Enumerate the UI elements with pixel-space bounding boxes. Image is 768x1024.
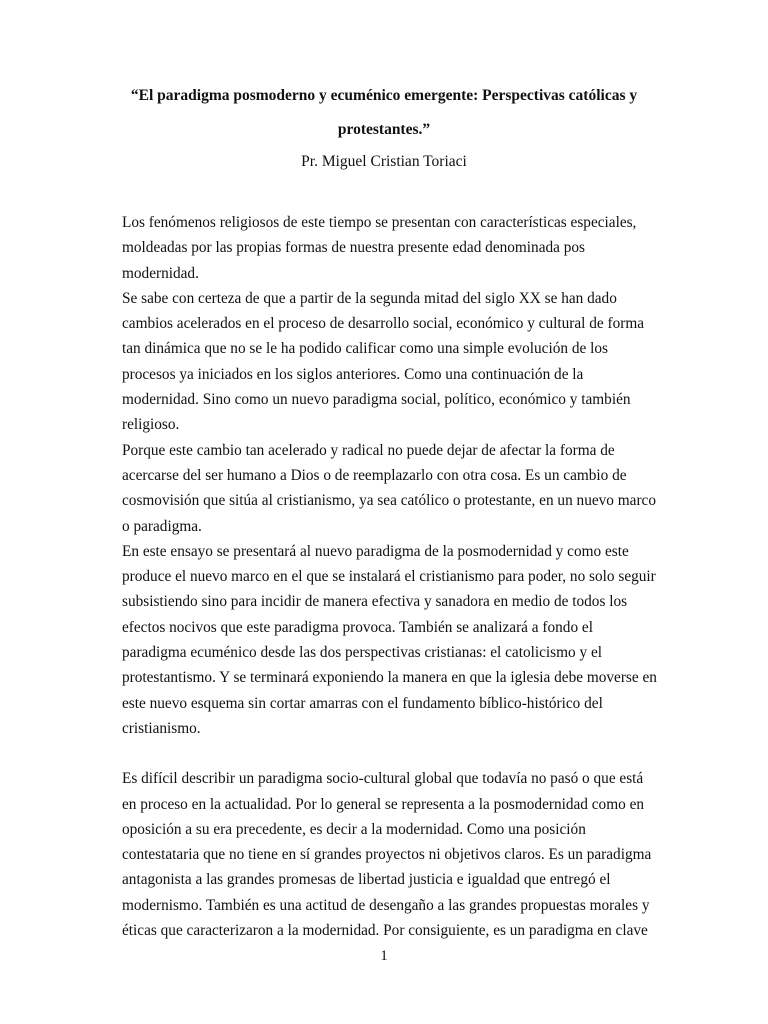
paragraph-line: acercarse del ser humano a Dios o de reemplazarlo con otra cosa. Es un cambio de [122,466,627,484]
paragraph-line: modernidad. [122,264,199,282]
document-title-line-2: protestantes.” [337,121,431,138]
paragraph-line: subsistiendo sino para incidir de manera efectiva y sanadora en medio de todos los [122,593,628,611]
paragraph-line: paradigma ecuménico desde las dos perspectivas cristianas: el catolicismo y el [122,644,602,662]
page-number: 1 [380,948,388,964]
paragraph-line: contestataria que no tiene en sí grandes proyectos ni objetivos claros. Es un paradigma [122,846,652,864]
document-title-line-1: “El paradigma posmoderno y ecuménico emergente: Perspectivas católicas y [130,87,638,104]
paragraph-line: Es difícil describir un paradigma socio-cultural global que todavía no pasó o que está [122,770,644,788]
document-author: Pr. Miguel Cristian Toriaci [301,153,467,170]
paragraph-line: efectos nocivos que este paradigma provoca. También se analizará a fondo el [122,618,593,636]
paragraph-line: Porque este cambio tan acelerado y radical no puede dejar de afectar la forma de [122,441,615,459]
paragraph-2 [110,286,658,438]
paragraph-line: este nuevo esquema sin cortar amarras con el fundamento bíblico-histórico del [122,694,603,712]
paragraph-line: Los fenómenos religiosos de este tiempo se presentan con características especiales, [122,214,637,231]
paragraph-line: produce el nuevo marco en el que se instalará el cristianismo para poder, no solo seguir [122,568,656,586]
paragraph-line: oposición a su era precedente, es decir a la modernidad. Como una posición [122,820,586,838]
paragraph-line: cristianismo. [122,719,201,737]
paragraph-line: modernismo. También es una actitud de desengaño a las grandes propuestas morales y [122,896,650,914]
paragraph-line: tan dinámica que no se le ha podido calificar como una simple evolución de los [122,340,608,358]
paragraph-spacer [110,741,658,766]
paragraph-4 [110,539,658,741]
paragraph-1 [110,210,658,286]
paragraph-line: En este ensayo se presentará al nuevo paradigma de la posmodernidad y como este [122,542,629,560]
paragraph-5 [110,766,658,943]
paragraph-line: religioso. [122,416,180,434]
document-body [110,210,658,943]
paragraph-line: Se sabe con certeza de que a partir de la segunda mitad del siglo XX se han dado [122,289,617,307]
paragraph-line: o paradigma. [122,517,202,535]
paragraph-line: procesos ya iniciados en los siglos anteriores. Como una continuación de la [122,365,584,383]
paragraph-line: éticas que caracterizaron a la modernidad. Por consiguiente, es un paradigma en clave [122,922,648,940]
paragraph-line: moldeadas por las propias formas de nuestra presente edad denominada pos [122,239,586,257]
paragraph-line: cambios acelerados en el proceso de desarrollo social, económico y cultural de forma [122,315,645,333]
paragraph-line: cosmovisión que sitúa al cristianismo, ya sea católico o protestante, en un nuevo marco [122,492,656,510]
paragraph-line: antagonista a las grandes promesas de libertad justicia e igualdad que entregó el [122,871,611,889]
paragraph-line: en proceso en la actualidad. Por lo general se representa a la posmodernidad como en [122,795,645,813]
paragraph-line: modernidad. Sino como un nuevo paradigma social, político, económico y también [122,391,631,409]
paragraph-3 [110,438,658,539]
paragraph-line: protestantismo. Y se terminará exponiendo la manera en que la iglesia debe moverse en [122,669,657,687]
